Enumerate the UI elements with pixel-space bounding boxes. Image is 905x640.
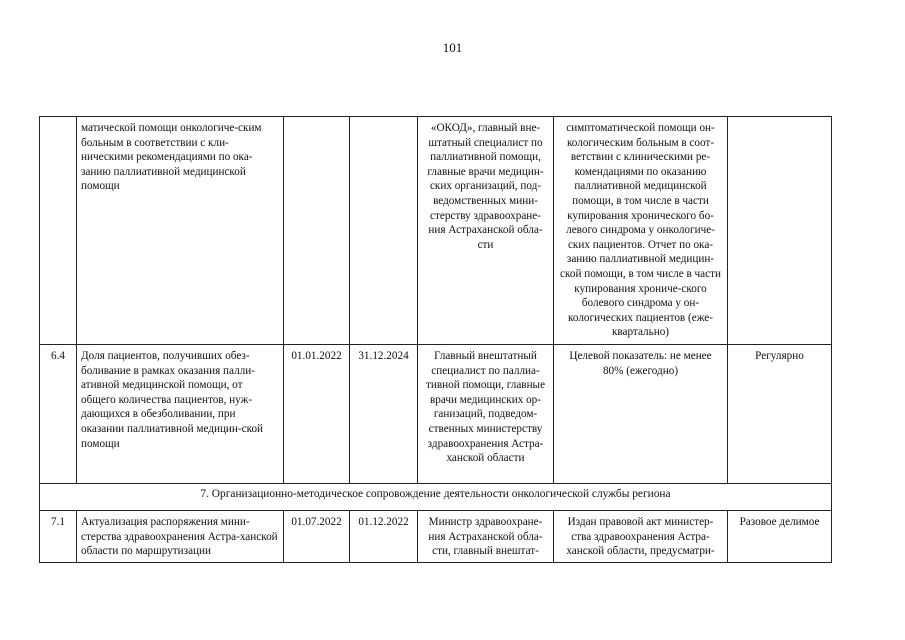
cell-result: Издан правовой акт министер-ства здравоохранения Астра-ханской области, предусматри- — [554, 511, 728, 563]
cell-result: симптоматической помощи он-кологическим больным в соот-ветствии с клиническими ре-комендациями по оказанию паллиативной медицинской помощи, в том числе в части купирования хронического бо-левого синдрома у онкологиче-ских пациентов. Отчет по ока-занию паллиативной медицин-ской помощи, в том числе в части купирования хрониче-ского болевого синдрома у он-кологических пациентов (еже-квартально) — [554, 117, 728, 345]
cell-start: 01.07.2022 — [284, 511, 350, 563]
cell-result: Целевой показатель: не менее 80% (ежегодно) — [554, 345, 728, 484]
cell-end: 31.12.2024 — [350, 345, 418, 484]
cell-start — [284, 117, 350, 345]
table-row — [40, 345, 832, 484]
table-row — [40, 117, 832, 345]
cell-frequency: Регулярно — [728, 345, 832, 484]
section-row — [40, 484, 832, 511]
cell-end: 01.12.2022 — [350, 511, 418, 563]
table-row — [40, 511, 832, 563]
cell-num — [40, 117, 77, 345]
plan-table — [39, 116, 832, 563]
cell-name: Доля пациентов, получивших обез-боливание в рамках оказания палли-ативной медицинской помощи, от общего количества пациентов, нуж-дающихся в обезболивании, при оказании паллиативной медицин-ской помощи — [77, 345, 284, 484]
cell-num: 6.4 — [40, 345, 77, 484]
cell-num: 7.1 — [40, 511, 77, 563]
cell-responsible: Главный внештатный специалист по паллиа-тивной помощи, главные врачи медицинских ор-ганизаций, подведом-ственных министерству здравоохранения Астра-ханской области — [418, 345, 554, 484]
cell-name: Актуализация распоряжения мини-стерства здравоохранения Астра-ханской области по маршрутизации — [77, 511, 284, 563]
cell-start: 01.01.2022 — [284, 345, 350, 484]
cell-frequency: Разовое делимое — [728, 511, 832, 563]
cell-frequency — [728, 117, 832, 345]
cell-end — [350, 117, 418, 345]
cell-name: матической помощи онкологиче-ским больным в соответствии с кли-ническими рекомендациями по ока-занию паллиативной медицинской помощи — [77, 117, 284, 345]
cell-responsible: Министр здравоохране-ния Астраханской обла-сти, главный внештат- — [418, 511, 554, 563]
cell-responsible: «ОКОД», главный вне-штатный специалист по паллиативной помощи, главные врачи медицин-ских организаций, под-ведомственных мини-стерству здравоохране-ния Астраханской обла-сти — [418, 117, 554, 345]
page-number: 101 — [442, 40, 463, 55]
section-title: 7. Организационно-методическое сопровождение деятельности онкологической службы региона — [40, 484, 832, 511]
